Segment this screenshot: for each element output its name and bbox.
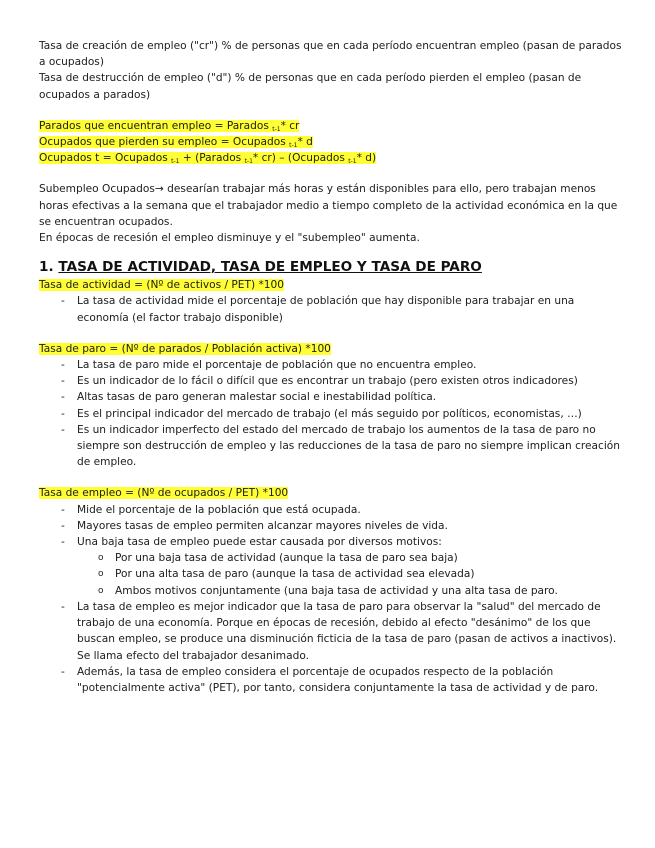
flow-formulas [39,118,624,167]
list-item: - La tasa de empleo es mejor indicador que la tasa de paro para observar la "salud" del mercado de trabajo de una economía. Porque en épocas de recesión, debido al efecto "desánimo" de los que buscan empleo, se produce una disminución ficticia de la tasa de paro (pasan de activos a inactivos). Se llama efecto del trabajador desanimado. [39,599,624,664]
list-item: - La tasa de paro mide el porcentaje de población que no encuentra empleo. [39,357,624,373]
document-page [39,38,624,696]
definition-creation-rate: Tasa de creación de empleo ("cr") % de personas que en cada período encuentran empleo (pasan de parados a ocupados) [39,40,622,69]
formula-ocupados-t: Ocupados t = Ocupados $_{t-1}$ + (Parados $_{t-1}$* cr) – (Ocupados $_{t-1}$* d) [39,152,377,166]
formula-tasa-empleo: Tasa de empleo = (Nº de ocupados / PET) *100 [39,487,289,500]
sublist-item: o Por una alta tasa de paro (aunque la tasa de actividad sea elevada) [77,566,624,582]
empleo-list [39,502,624,696]
formula-parados-encuentran: Parados que encuentran empleo = Parados $_{t-1}$* cr [39,119,300,133]
list-item: - Una baja tasa de empleo puede estar causada por diversos motivos: o Por una baja tasa de actividad (aunque la tasa de paro sea baja) o Por una alta tasa de paro (aunque la tasa de actividad sea elevada) o Ambos motivos conjuntamente (una baja tasa de actividad y una alta tasa de paro. [39,534,624,599]
list-item: - Mayores tasas de empleo permiten alcanzar mayores niveles de vida. [39,518,624,534]
list-item: - Altas tasas de paro generan malestar social e inestabilidad política. [39,389,624,405]
subempleo-recession-note: En épocas de recesión el empleo disminuye y el "subempleo" aumenta. [39,232,420,245]
list-item: - Es un indicador imperfecto del estado del mercado de trabajo los aumentos de la tasa de paro no siempre son destrucción de empleo y las reducciones de la tasa de paro no siempre implican creación de empleo. [39,422,624,471]
actividad-list [39,293,624,325]
formula-tasa-paro: Tasa de paro = (Nº de parados / Población activa) *100 [39,342,331,355]
list-item: - Es el principal indicador del mercado de trabajo (el más seguido por políticos, economistas, …) [39,406,624,422]
sublist-item: o Ambos motivos conjuntamente (una baja tasa de actividad y una alta tasa de paro. [77,583,624,599]
section-heading: 1. TASA DE ACTIVIDAD, TASA DE EMPLEO Y TASA DE PARO [39,259,482,276]
formula-tasa-actividad: Tasa de actividad = (Nº de activos / PET) *100 [39,279,284,292]
list-item: - Además, la tasa de empleo considera el porcentaje de ocupados respecto de la población "potencialmente activa" (PET), por tanto, considera conjuntamente la tasa de actividad y de paro. [39,664,624,696]
subempleo-definition: Subempleo Ocupados→ desearían trabajar más horas y están disponibles para ello, pero trabajan menos horas efectivas a la semana que el trabajador medio a tiempo completo de la actividad económica en la que se encuentran ocupados. [39,183,618,228]
formula-ocupados-pierden: Ocupados que pierden su empleo = Ocupados $_{t-1}$* d [39,136,313,150]
list-item: - Mide el porcentaje de la población que está ocupada. [39,502,624,518]
motives-sublist [77,550,624,599]
list-item: - La tasa de actividad mide el porcentaje de población que hay disponible para trabajar en una economía (el factor trabajo disponible) [39,293,624,325]
paro-list [39,357,624,470]
sublist-item: o Por una baja tasa de actividad (aunque la tasa de paro sea baja) [77,550,624,566]
list-item: - Es un indicador de lo fácil o difícil que es encontrar un trabajo (pero existen otros indicadores) [39,373,624,389]
definition-destruction-rate: Tasa de destrucción de empleo ("d") % de personas que en cada período pierden el empleo (pasan de ocupados a parados) [39,72,582,101]
